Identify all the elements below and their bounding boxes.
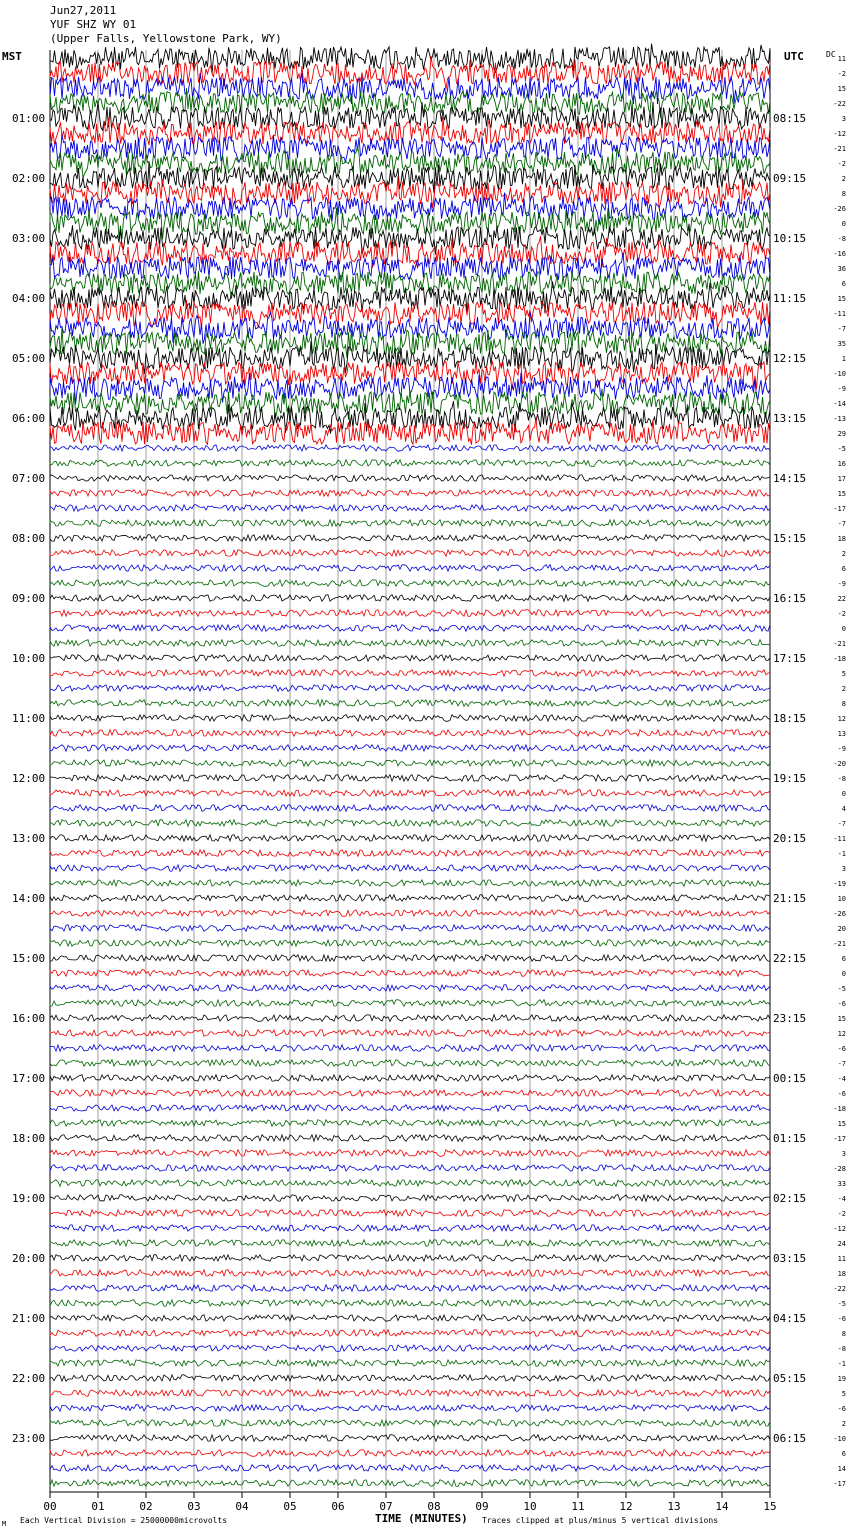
seismic-trace bbox=[50, 790, 770, 797]
x-tick-label: 14 bbox=[715, 1500, 729, 1513]
seismic-trace bbox=[50, 775, 770, 782]
dc-offset-value: 2 bbox=[841, 1420, 846, 1428]
mst-hour-label: 06:00 bbox=[12, 412, 46, 425]
x-tick-label: 12 bbox=[619, 1500, 633, 1513]
mst-hour-label: 09:00 bbox=[12, 592, 46, 605]
seismic-trace bbox=[50, 1360, 770, 1367]
dc-offset-value: -7 bbox=[837, 1060, 846, 1068]
seismic-trace bbox=[50, 1195, 770, 1202]
mst-hour-label: 13:00 bbox=[12, 832, 46, 845]
dc-offset-value: -4 bbox=[837, 1195, 846, 1203]
seismic-trace bbox=[50, 685, 770, 692]
mst-hour-label: 03:00 bbox=[12, 232, 46, 245]
utc-hour-label: 00:15 bbox=[773, 1072, 807, 1085]
seismic-trace bbox=[50, 282, 770, 314]
utc-hour-label: 05:15 bbox=[773, 1372, 807, 1385]
seismic-trace bbox=[50, 970, 770, 977]
seismic-trace bbox=[50, 1315, 770, 1322]
dc-offset-value: -16 bbox=[833, 250, 846, 258]
dc-offset-value: 17 bbox=[837, 475, 846, 483]
dc-offset-value: -2 bbox=[837, 1210, 846, 1218]
utc-hour-label: 01:15 bbox=[773, 1132, 807, 1145]
seismic-trace bbox=[50, 312, 770, 344]
dc-offset-value: -26 bbox=[833, 205, 846, 213]
dc-offset-value: 0 bbox=[841, 625, 846, 633]
seismic-trace bbox=[50, 1210, 770, 1217]
seismic-trace bbox=[50, 1030, 770, 1037]
dc-offset-value: 2 bbox=[841, 685, 846, 693]
seismic-trace bbox=[50, 1045, 770, 1052]
seismic-trace bbox=[50, 1165, 770, 1172]
dc-offset-value: 5 bbox=[841, 1390, 846, 1398]
dc-offset-header: DC bbox=[826, 50, 836, 59]
x-tick-label: 05 bbox=[283, 1500, 297, 1513]
seismic-trace bbox=[50, 1345, 770, 1352]
dc-offset-value: -7 bbox=[837, 520, 846, 528]
seismic-trace bbox=[50, 850, 770, 857]
seismic-trace bbox=[50, 475, 770, 482]
dc-offset-value: -21 bbox=[833, 940, 846, 948]
mst-hour-label: 23:00 bbox=[12, 1432, 46, 1445]
dc-offset-value: 18 bbox=[837, 1270, 846, 1278]
seismic-trace bbox=[50, 880, 770, 887]
dc-offset-value: 3 bbox=[841, 1150, 846, 1158]
dc-offset-value: 6 bbox=[841, 1450, 846, 1458]
seismic-trace bbox=[50, 955, 770, 962]
dc-offset-value: 36 bbox=[837, 265, 846, 273]
seismic-trace bbox=[50, 535, 770, 542]
dc-offset-value: 12 bbox=[837, 715, 846, 723]
dc-offset-value: 11 bbox=[837, 55, 846, 63]
dc-offset-value: -18 bbox=[833, 655, 846, 663]
seismic-trace bbox=[50, 985, 770, 992]
dc-offset-value: 0 bbox=[841, 790, 846, 798]
utc-hour-label: 23:15 bbox=[773, 1012, 807, 1025]
dc-offset-value: 2 bbox=[841, 175, 846, 183]
dc-offset-value: -19 bbox=[833, 880, 846, 888]
seismic-trace bbox=[50, 1075, 770, 1082]
dc-offset-value: 10 bbox=[837, 895, 846, 903]
seismic-trace bbox=[50, 925, 770, 932]
dc-offset-value: -8 bbox=[837, 235, 846, 243]
scale-note: Each Vertical Division = 25000000microvolts bbox=[20, 1516, 228, 1525]
dc-offset-value: -6 bbox=[837, 1045, 846, 1053]
mst-hour-label: 11:00 bbox=[12, 712, 46, 725]
dc-offset-value: -17 bbox=[833, 1135, 846, 1143]
dc-offset-value: 15 bbox=[837, 1015, 846, 1023]
station-code: YUF SHZ WY 01 bbox=[50, 18, 137, 31]
seismic-trace bbox=[50, 820, 770, 827]
seismic-trace bbox=[50, 1015, 770, 1022]
dc-offset-value: -6 bbox=[837, 1090, 846, 1098]
dc-offset-value: -1 bbox=[837, 1360, 846, 1368]
seismic-trace bbox=[50, 1120, 770, 1127]
mst-hour-label: 15:00 bbox=[12, 952, 46, 965]
dc-offset-value: 8 bbox=[841, 190, 846, 198]
dc-offset-value: -5 bbox=[837, 985, 846, 993]
seismic-trace bbox=[50, 1270, 770, 1277]
seismic-trace bbox=[50, 865, 770, 872]
seismic-trace bbox=[50, 640, 770, 647]
dc-offset-value: -8 bbox=[837, 775, 846, 783]
x-tick-label: 09 bbox=[475, 1500, 489, 1513]
x-tick-label: 08 bbox=[427, 1500, 441, 1513]
seismic-trace bbox=[50, 389, 770, 420]
dc-offset-value: 6 bbox=[841, 955, 846, 963]
dc-offset-value: -9 bbox=[837, 580, 846, 588]
dc-offset-value: 14 bbox=[837, 1465, 846, 1473]
x-tick-label: 01 bbox=[91, 1500, 105, 1513]
dc-offset-value: -18 bbox=[833, 1105, 846, 1113]
dc-offset-value: 5 bbox=[841, 670, 846, 678]
dc-offset-value: -9 bbox=[837, 385, 846, 393]
dc-offset-value: 35 bbox=[837, 340, 846, 348]
dc-offset-value: 15 bbox=[837, 1120, 846, 1128]
seismic-trace bbox=[50, 1465, 770, 1472]
utc-hour-label: 16:15 bbox=[773, 592, 807, 605]
dc-offset-value: 15 bbox=[837, 295, 846, 303]
seismic-trace bbox=[50, 1255, 770, 1262]
dc-offset-value: 3 bbox=[841, 115, 846, 123]
seismic-trace bbox=[50, 176, 770, 209]
seismic-trace bbox=[50, 1225, 770, 1232]
footer-mark: M bbox=[2, 1520, 7, 1528]
dc-offset-value: 15 bbox=[837, 85, 846, 93]
x-tick-label: 11 bbox=[571, 1500, 585, 1513]
mst-hour-label: 19:00 bbox=[12, 1192, 46, 1205]
seismic-trace bbox=[50, 44, 770, 75]
utc-hour-label: 21:15 bbox=[773, 892, 807, 905]
mst-hour-label: 21:00 bbox=[12, 1312, 46, 1325]
seismic-trace bbox=[50, 700, 770, 707]
dc-offset-value: -9 bbox=[837, 745, 846, 753]
seismic-trace bbox=[50, 805, 770, 812]
seismic-trace bbox=[50, 730, 770, 737]
seismic-trace bbox=[50, 595, 770, 602]
x-tick-label: 02 bbox=[139, 1500, 153, 1513]
dc-offset-value: -12 bbox=[833, 130, 846, 138]
x-tick-label: 04 bbox=[235, 1500, 249, 1513]
x-tick-label: 00 bbox=[43, 1500, 57, 1513]
seismic-trace bbox=[50, 1105, 770, 1112]
seismic-trace bbox=[50, 745, 770, 752]
utc-hour-label: 20:15 bbox=[773, 832, 807, 845]
dc-offset-value: -17 bbox=[833, 505, 846, 513]
dc-offset-value: -10 bbox=[833, 1435, 846, 1443]
mst-hour-label: 14:00 bbox=[12, 892, 46, 905]
mst-hour-label: 16:00 bbox=[12, 1012, 46, 1025]
dc-offset-value: 0 bbox=[841, 220, 846, 228]
dc-offset-value: -22 bbox=[833, 100, 846, 108]
seismic-trace bbox=[50, 1000, 770, 1007]
right-timezone-label: UTC bbox=[784, 50, 804, 63]
dc-offset-value: -4 bbox=[837, 1075, 846, 1083]
seismic-trace bbox=[50, 580, 770, 587]
mst-hour-label: 01:00 bbox=[12, 112, 46, 125]
dc-offset-value: -2 bbox=[837, 610, 846, 618]
seismic-trace bbox=[50, 520, 770, 527]
utc-hour-label: 22:15 bbox=[773, 952, 807, 965]
dc-offset-value: -11 bbox=[833, 835, 846, 843]
seismic-trace bbox=[50, 760, 770, 767]
seismic-trace bbox=[50, 1435, 770, 1442]
utc-hour-label: 12:15 bbox=[773, 352, 807, 365]
utc-hour-label: 09:15 bbox=[773, 172, 807, 185]
utc-hour-label: 15:15 bbox=[773, 532, 807, 545]
utc-hour-label: 11:15 bbox=[773, 292, 807, 305]
seismic-trace bbox=[50, 1405, 770, 1412]
dc-offset-value: -10 bbox=[833, 370, 846, 378]
plot-date: Jun27,2011 bbox=[50, 4, 117, 17]
dc-offset-value: -7 bbox=[837, 820, 846, 828]
dc-offset-value: 15 bbox=[837, 490, 846, 498]
dc-offset-value: 8 bbox=[841, 700, 846, 708]
dc-offset-value: 19 bbox=[837, 1375, 846, 1383]
dc-offset-value: 22 bbox=[837, 595, 846, 603]
mst-hour-label: 07:00 bbox=[12, 472, 46, 485]
dc-offset-value: -6 bbox=[837, 1000, 846, 1008]
dc-offset-value: 3 bbox=[841, 865, 846, 873]
utc-hour-label: 02:15 bbox=[773, 1192, 807, 1205]
dc-offset-value: -7 bbox=[837, 325, 846, 333]
mst-hour-label: 22:00 bbox=[12, 1372, 46, 1385]
dc-offset-value: 33 bbox=[837, 1180, 846, 1188]
dc-offset-value: -1 bbox=[837, 850, 846, 858]
dc-offset-value: 8 bbox=[841, 1330, 846, 1338]
mst-hour-label: 05:00 bbox=[12, 352, 46, 365]
dc-offset-value: -13 bbox=[833, 415, 846, 423]
utc-hour-label: 19:15 bbox=[773, 772, 807, 785]
dc-offset-value: 16 bbox=[837, 460, 846, 468]
dc-offset-value: 24 bbox=[837, 1240, 846, 1248]
dc-offset-value: 4 bbox=[841, 805, 846, 813]
x-axis-title: TIME (MINUTES) bbox=[375, 1512, 468, 1525]
dc-offset-value: -17 bbox=[833, 1480, 846, 1488]
dc-offset-value: -14 bbox=[833, 400, 846, 408]
x-tick-label: 13 bbox=[667, 1500, 681, 1513]
utc-hour-label: 14:15 bbox=[773, 472, 807, 485]
mst-hour-label: 12:00 bbox=[12, 772, 46, 785]
seismic-trace bbox=[50, 445, 770, 452]
mst-hour-label: 02:00 bbox=[12, 172, 46, 185]
mst-hour-label: 20:00 bbox=[12, 1252, 46, 1265]
utc-hour-label: 03:15 bbox=[773, 1252, 807, 1265]
seismic-trace bbox=[50, 1135, 770, 1142]
dc-offset-value: 11 bbox=[837, 1255, 846, 1263]
dc-offset-value: 6 bbox=[841, 565, 846, 573]
seismic-trace bbox=[50, 1390, 770, 1397]
seismic-trace bbox=[50, 550, 770, 557]
mst-hour-label: 18:00 bbox=[12, 1132, 46, 1145]
seismic-trace bbox=[50, 1240, 770, 1247]
dc-offset-value: 12 bbox=[837, 1030, 846, 1038]
dc-offset-value: -26 bbox=[833, 910, 846, 918]
dc-offset-value: 13 bbox=[837, 730, 846, 738]
x-tick-label: 15 bbox=[763, 1500, 777, 1513]
seismic-trace bbox=[50, 940, 770, 947]
dc-offset-value: -28 bbox=[833, 1165, 846, 1173]
utc-hour-label: 10:15 bbox=[773, 232, 807, 245]
seismic-trace bbox=[50, 655, 770, 662]
seismic-trace bbox=[50, 895, 770, 902]
dc-offset-value: 0 bbox=[841, 970, 846, 978]
dc-offset-value: 2 bbox=[841, 550, 846, 558]
seismic-trace bbox=[50, 715, 770, 722]
seismic-trace bbox=[50, 910, 770, 917]
utc-hour-label: 04:15 bbox=[773, 1312, 807, 1325]
dc-offset-value: -12 bbox=[833, 1225, 846, 1233]
dc-offset-value: 1 bbox=[841, 355, 846, 363]
seismic-trace bbox=[50, 1150, 770, 1157]
dc-offset-value: 29 bbox=[837, 430, 846, 438]
left-timezone-label: MST bbox=[2, 50, 22, 63]
seismic-trace bbox=[50, 610, 770, 617]
utc-hour-label: 06:15 bbox=[773, 1432, 807, 1445]
dc-offset-value: -21 bbox=[833, 145, 846, 153]
x-tick-label: 03 bbox=[187, 1500, 201, 1513]
dc-offset-value: -5 bbox=[837, 445, 846, 453]
mst-hour-label: 10:00 bbox=[12, 652, 46, 665]
dc-offset-value: 18 bbox=[837, 535, 846, 543]
seismic-trace bbox=[50, 505, 770, 512]
x-tick-label: 10 bbox=[523, 1500, 537, 1513]
seismic-trace bbox=[50, 1060, 770, 1067]
dc-offset-value: -8 bbox=[837, 1345, 846, 1353]
utc-hour-label: 17:15 bbox=[773, 652, 807, 665]
station-location: (Upper Falls, Yellowstone Park, WY) bbox=[50, 32, 282, 45]
dc-offset-value: -2 bbox=[837, 70, 846, 78]
seismic-trace bbox=[50, 1420, 770, 1427]
utc-hour-label: 13:15 bbox=[773, 412, 807, 425]
dc-offset-value: -6 bbox=[837, 1405, 846, 1413]
mst-hour-label: 17:00 bbox=[12, 1072, 46, 1085]
mst-hour-label: 08:00 bbox=[12, 532, 46, 545]
dc-offset-value: -2 bbox=[837, 160, 846, 168]
seismic-trace bbox=[50, 1180, 770, 1187]
utc-hour-label: 08:15 bbox=[773, 112, 807, 125]
seismic-trace bbox=[50, 1480, 770, 1487]
dc-offset-value: -5 bbox=[837, 1300, 846, 1308]
seismic-trace bbox=[50, 625, 770, 632]
seismic-trace bbox=[50, 1330, 770, 1337]
clip-note: Traces clipped at plus/minus 5 vertical divisions bbox=[482, 1516, 719, 1525]
seismic-trace bbox=[50, 670, 770, 677]
seismic-trace bbox=[50, 565, 770, 572]
seismic-trace bbox=[50, 835, 770, 842]
dc-offset-value: -11 bbox=[833, 310, 846, 318]
seismic-trace bbox=[50, 460, 770, 467]
dc-offset-value: -21 bbox=[833, 640, 846, 648]
dc-offset-value: -22 bbox=[833, 1285, 846, 1293]
utc-hour-label: 18:15 bbox=[773, 712, 807, 725]
seismic-trace bbox=[50, 1300, 770, 1307]
x-tick-label: 07 bbox=[379, 1500, 393, 1513]
dc-offset-value: -6 bbox=[837, 1315, 846, 1323]
seismic-trace bbox=[50, 1090, 770, 1097]
x-tick-label: 06 bbox=[331, 1500, 345, 1513]
seismic-trace bbox=[50, 236, 770, 269]
seismic-trace bbox=[50, 490, 770, 497]
dc-offset-value: -20 bbox=[833, 760, 846, 768]
seismic-trace bbox=[50, 1375, 770, 1382]
seismic-trace bbox=[50, 1450, 770, 1457]
dc-offset-value: 20 bbox=[837, 925, 846, 933]
dc-offset-value: 6 bbox=[841, 280, 846, 288]
mst-hour-label: 04:00 bbox=[12, 292, 46, 305]
seismic-trace bbox=[50, 1285, 770, 1292]
